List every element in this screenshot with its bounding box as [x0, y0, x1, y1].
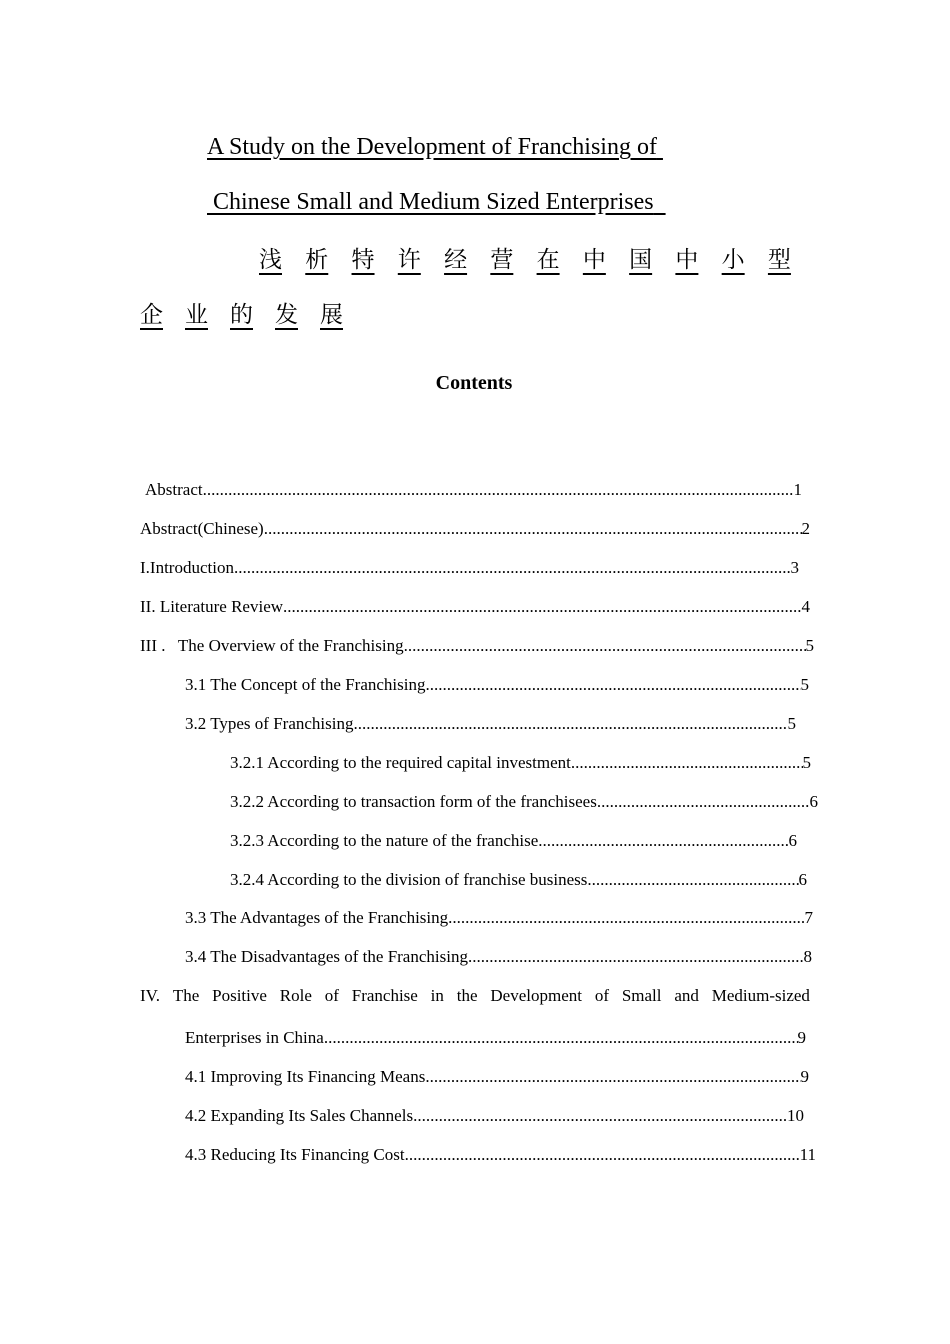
toc-leader-dots [448, 907, 804, 929]
toc-word: Development [490, 986, 582, 1005]
toc-entry-page: 5 [800, 675, 809, 694]
title-cn-char: 小 [721, 247, 745, 273]
title-chinese-line-2 [140, 300, 385, 330]
toc-entry[interactable] [185, 1066, 809, 1088]
toc-word: Franchise [351, 986, 418, 1005]
toc-entry[interactable] [140, 635, 814, 657]
toc-entry[interactable] [230, 791, 818, 813]
title-english-line-2-text: Chinese Small and Medium Sized Enterprises [213, 189, 654, 215]
title-english-line-1 [207, 132, 663, 162]
title-english-line-1-text: A Study on the Development of Franchising of [207, 134, 657, 160]
toc-entry-label: 3.1 The Concept of the Franchising [185, 675, 426, 694]
toc-entry[interactable] [230, 869, 807, 891]
title-cn-char: 型 [767, 247, 791, 273]
toc-leader-dots [324, 1027, 798, 1049]
toc-entry-label: 3.2.2 According to transaction form of the franchisees [230, 792, 597, 811]
toc-entry-heading-wrapped[interactable] [140, 985, 810, 1007]
title-cn-char: 特 [351, 247, 375, 273]
toc-entry-label: Enterprises in China [185, 1028, 324, 1047]
toc-entry[interactable] [185, 674, 809, 696]
toc-entry-page: 8 [803, 947, 812, 966]
title-cn-char: 中 [582, 247, 606, 273]
toc-leader-dots [425, 674, 800, 696]
toc-entry-page: 4 [801, 597, 810, 616]
toc-entry-label: III . The Overview of the Franchising [140, 636, 404, 655]
toc-entry[interactable] [185, 946, 812, 968]
title-cn-char: 浅 [259, 247, 282, 273]
toc-entry-page: 5 [805, 636, 814, 655]
toc-leader-dots [264, 518, 802, 540]
toc-entry-page: 6 [788, 831, 797, 850]
toc-leader-dots [538, 830, 788, 852]
toc-entry-page: 6 [798, 870, 807, 889]
title-cn-char: 的 [230, 302, 253, 328]
toc-entry-page: 3 [790, 558, 799, 577]
toc-entry-page: 9 [797, 1028, 806, 1047]
toc-entry-page: 6 [809, 792, 818, 811]
toc-entry-label: 4.1 Improving Its Financing Means [185, 1067, 426, 1086]
contents-heading: Contents [435, 372, 513, 394]
toc-leader-dots [597, 791, 810, 813]
toc-entry-label: 3.3 The Advantages of the Franchising [185, 908, 449, 927]
toc-word: of [324, 986, 339, 1005]
toc-leader-dots [283, 596, 801, 618]
toc-entry-label: Abstract(Chinese) [140, 519, 264, 538]
toc-entry[interactable] [140, 596, 810, 618]
toc-entry-page: 1 [793, 480, 802, 499]
toc-leader-dots [234, 557, 791, 579]
toc-word: Medium-sized [711, 986, 810, 1005]
toc-leader-dots [353, 713, 787, 735]
toc-entry[interactable] [230, 830, 797, 852]
toc-leader-dots [404, 635, 806, 657]
toc-entry-page: 5 [802, 753, 811, 772]
toc-entry[interactable] [140, 557, 799, 579]
toc-word: IV. [140, 986, 160, 1005]
toc-word: Small [621, 986, 662, 1005]
title-cn-char: 中 [675, 247, 699, 273]
toc-leader-dots [405, 1144, 800, 1166]
toc-entry[interactable] [185, 907, 813, 929]
toc-entry-label: II. Literature Review [140, 597, 284, 616]
title-cn-char: 在 [536, 247, 560, 273]
toc-word: and [674, 986, 699, 1005]
toc-entry[interactable] [185, 1144, 816, 1166]
title-cn-char: 业 [185, 302, 208, 328]
toc-entry[interactable] [185, 713, 796, 735]
toc-entry-page: 10 [787, 1106, 804, 1125]
title-cn-char: 发 [275, 302, 298, 328]
title-chinese-line-1 [207, 245, 809, 275]
toc-entry[interactable] [145, 479, 802, 501]
toc-leader-dots [571, 752, 803, 774]
toc-word: Role [279, 986, 312, 1005]
toc-entry[interactable] [185, 1105, 804, 1127]
toc-word: of [594, 986, 609, 1005]
toc-word: The [172, 986, 200, 1005]
title-cn-char: 经 [444, 247, 468, 273]
toc-word: Positive [212, 986, 267, 1005]
toc-entry-page: 9 [800, 1067, 809, 1086]
title-cn-char: 营 [490, 247, 514, 273]
toc-entry-page: 5 [787, 714, 796, 733]
title-cn-char: 展 [320, 302, 343, 328]
title-cn-char: 企 [140, 302, 163, 328]
toc-entry-label: 3.4 The Disadvantages of the Franchising [185, 947, 468, 966]
toc-entry-label: 3.2.4 According to the division of franchise business [230, 870, 588, 889]
toc-entry[interactable] [230, 752, 811, 774]
toc-entry-label: 4.3 Reducing Its Financing Cost [185, 1145, 405, 1164]
toc-leader-dots [425, 1066, 800, 1088]
toc-leader-dots [203, 479, 794, 501]
toc-entry-label: I.Introduction [140, 558, 234, 577]
toc-word: in [430, 986, 444, 1005]
toc-entry-label: 3.2.3 According to the nature of the franchise [230, 831, 539, 850]
toc-entry[interactable] [140, 518, 810, 540]
toc-leader-dots [587, 869, 798, 891]
toc-entry-page: 11 [799, 1145, 816, 1164]
toc-entry-page: 7 [804, 908, 813, 927]
toc-entry-label: 4.2 Expanding Its Sales Channels [185, 1106, 414, 1125]
toc-entry-label: 3.2.1 According to the required capital investment [230, 753, 571, 772]
title-cn-char: 析 [305, 247, 329, 273]
toc-entry-label: 3.2 Types of Franchising [185, 714, 354, 733]
toc-leader-dots [468, 946, 804, 968]
title-english-line-2 [207, 187, 666, 217]
toc-entry[interactable] [185, 1027, 806, 1049]
title-cn-char: 许 [397, 247, 421, 273]
toc-leader-dots [413, 1105, 787, 1127]
toc-entry-page: 2 [801, 519, 810, 538]
toc-entry-label: Abstract [145, 480, 203, 499]
toc-word: the [456, 986, 478, 1005]
title-cn-char: 国 [629, 247, 653, 273]
